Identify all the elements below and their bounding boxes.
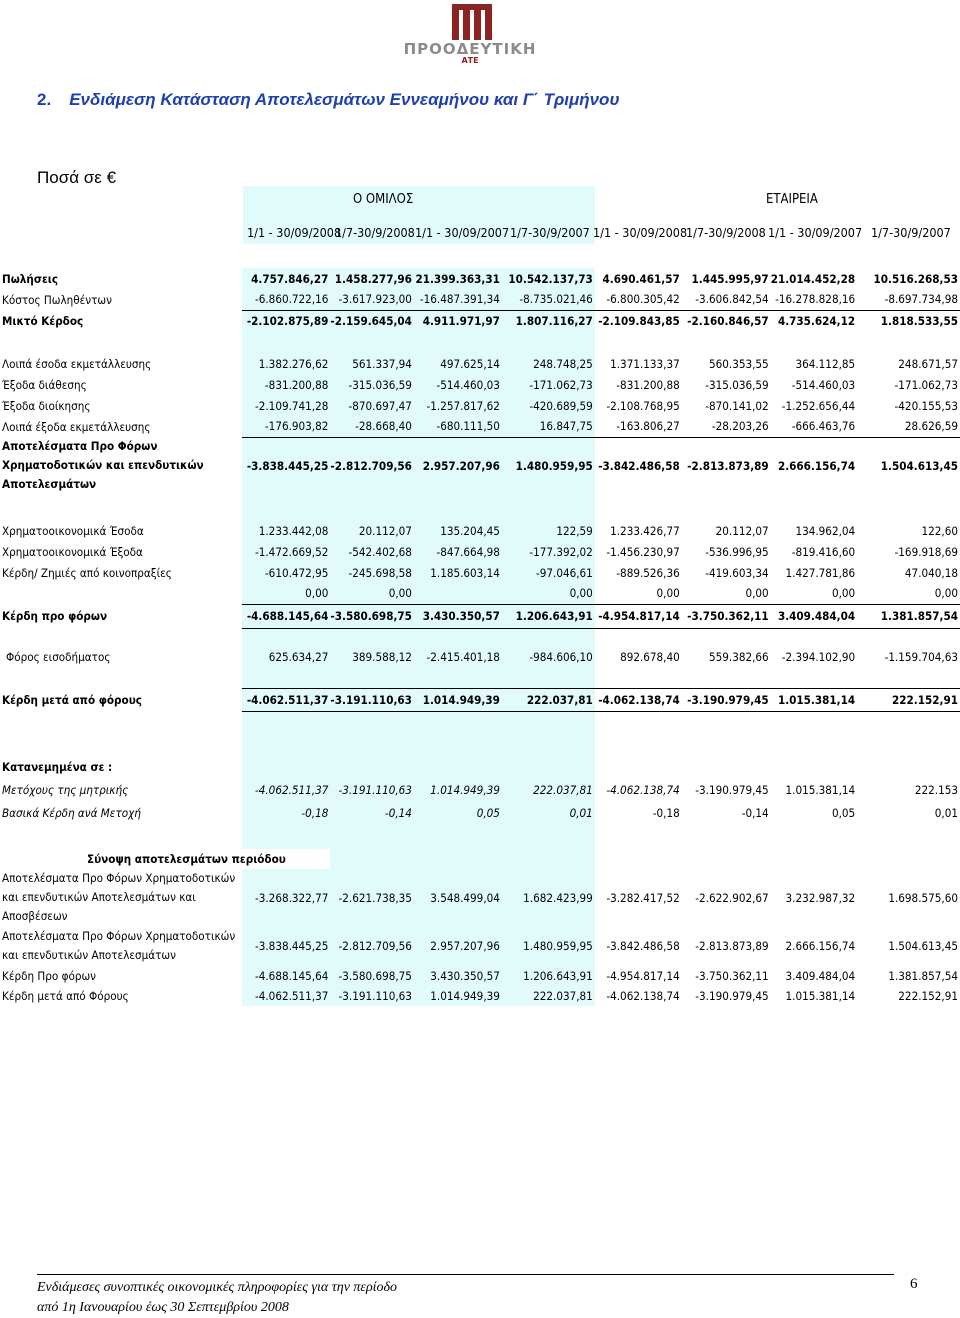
row-label: Αποτελέσματα Προ Φόρων Χρηματοδοτικών και επενδυτικών Αποτελεσμάτων και Αποσβέσεων xyxy=(2,871,236,923)
table-row xyxy=(0,310,960,331)
cell-value: -16.278.828,16 xyxy=(775,292,856,307)
cell-value: -3.750.362,11 xyxy=(695,969,769,983)
cell-value: 0,00 xyxy=(934,586,958,601)
company-logo xyxy=(370,4,570,66)
cell-value: 248.748,25 xyxy=(502,353,595,374)
cell-value: -4.062.511,37 xyxy=(242,778,330,801)
cell-value: 135.204,45 xyxy=(414,521,502,541)
cell-value: 1.233.442,08 xyxy=(242,521,330,541)
table-row xyxy=(0,688,960,711)
cell-value: -4.062.138,74 xyxy=(595,688,682,711)
cell-value: -6.800.305,42 xyxy=(606,292,680,307)
table-row xyxy=(0,583,960,604)
cell-value: 10.542.137,73 xyxy=(502,268,595,289)
cell-value: 20.112,07 xyxy=(330,521,414,541)
cell-value: -2.812.709,56 xyxy=(330,437,414,494)
cell-value: -2.108.768,95 xyxy=(606,398,680,413)
cell-value: 4.735.624,12 xyxy=(771,310,857,331)
cell-value: 1.818.533,55 xyxy=(857,310,960,331)
cell-value: 2.957.207,96 xyxy=(414,926,502,966)
cell-value: 3.548.499,04 xyxy=(414,869,502,926)
cell-value: -847.664,98 xyxy=(414,541,502,562)
cell-value: -171.062,73 xyxy=(894,377,958,392)
cell-value: -419.603,34 xyxy=(705,565,769,580)
cell-value: 222.037,81 xyxy=(502,986,595,1006)
amounts-label: Ποσά σε € xyxy=(37,168,117,187)
cell-value: -4.954.817,14 xyxy=(606,969,680,983)
table-row xyxy=(0,374,960,395)
table-row xyxy=(0,268,960,289)
cell-value: -8.735.021,46 xyxy=(502,289,595,310)
cell-value: 1.185.603,14 xyxy=(414,562,502,583)
row-label: Έξοδα διοίκησης xyxy=(2,398,91,413)
cell-value: -177.392,02 xyxy=(502,541,595,562)
row-label: Φόρος εισοδήματος xyxy=(6,650,111,664)
cell-value: -514.460,03 xyxy=(791,377,856,392)
cell-value xyxy=(414,583,502,604)
table-row xyxy=(0,604,960,628)
cell-value: 0,00 xyxy=(831,586,856,601)
cell-value: -2.813.873,89 xyxy=(695,939,769,953)
table-row xyxy=(0,755,960,778)
row-label: Κέρδη μετά από Φόρους xyxy=(2,989,129,1003)
cell-value: -3.842.486,58 xyxy=(606,939,680,953)
cell-value: 222.037,81 xyxy=(502,778,595,801)
cell-value: 1.233.426,77 xyxy=(610,524,680,538)
cell-value: 2.957.207,96 xyxy=(414,437,502,494)
cell-value: 1.015.381,14 xyxy=(785,989,856,1003)
cell-value: -420.155,53 xyxy=(894,398,958,413)
row-label: Κέρδη/ Ζημιές από κοινοπραξίες xyxy=(2,565,172,580)
cell-value: -8.697.734,98 xyxy=(884,292,958,307)
cell-value: 4.911.971,97 xyxy=(414,310,502,331)
column-header: 1/7-30/9/2008 xyxy=(335,225,415,240)
column-header: 1/1 - 30/09/2008 xyxy=(593,225,688,240)
cell-value: 497.625,14 xyxy=(414,353,502,374)
cell-value: -3.580.698,75 xyxy=(330,966,414,986)
row-label: Έξοδα διάθεσης xyxy=(2,377,87,392)
cell-value: -97.046,61 xyxy=(502,562,595,583)
income-statement-table xyxy=(0,268,960,1006)
cell-value: -1.252.656,44 xyxy=(781,398,856,413)
cell-value: 3.409.484,04 xyxy=(771,604,857,628)
cell-value: 122,60 xyxy=(921,524,958,538)
cell-value: 1.807.116,27 xyxy=(502,310,595,331)
row-label: Βασικά Κέρδη ανά Μετοχή xyxy=(2,805,141,820)
table-row xyxy=(0,926,960,966)
column-header: 1/1 - 30/09/2008 xyxy=(247,225,342,240)
row-label: Πωλήσεις xyxy=(2,271,59,286)
table-row xyxy=(0,562,960,583)
row-label: Αποτελέσματα Προ Φόρων Χρηματοδοτικών και επενδυτικών Αποτελεσμάτων xyxy=(2,439,204,491)
cell-value: 1.480.959,95 xyxy=(502,437,595,494)
page-number: 6 xyxy=(910,1276,918,1292)
cell-value: -28.203,26 xyxy=(711,419,769,434)
cell-value: 28.626,59 xyxy=(904,419,958,434)
cell-value: -3.838.445,25 xyxy=(242,437,330,494)
cell-value: -16.487.391,34 xyxy=(414,289,502,310)
cell-value: -2.813.873,89 xyxy=(682,437,771,494)
table-row xyxy=(0,289,960,310)
cell-value: -4.062.511,37 xyxy=(242,986,330,1006)
column-header: 1/7-30/9/2007 xyxy=(871,225,951,240)
cell-value: -3.838.445,25 xyxy=(242,926,330,966)
cell-value: 248.671,57 xyxy=(898,356,958,371)
row-label: Μικτό Κέρδος xyxy=(2,313,84,328)
cell-value: 1.682.423,99 xyxy=(502,869,595,926)
table-row xyxy=(0,541,960,562)
cell-value: 222.037,81 xyxy=(502,688,595,711)
cell-value: -28.668,40 xyxy=(330,416,414,437)
cell-value: 3.409.484,04 xyxy=(785,969,856,983)
table-row xyxy=(0,353,960,374)
cell-value: -889.526,36 xyxy=(616,565,680,580)
table-row xyxy=(0,521,960,541)
title-text: Ενδιάμεση Κατάσταση Αποτελεσμάτων Εννεαμήνου και Γ΄ Τριμήνου xyxy=(69,90,620,109)
logo-sub: ΑΤΕ xyxy=(461,56,479,65)
cell-value: 1.014.949,39 xyxy=(414,778,502,801)
cell-value: -0,18 xyxy=(652,805,680,820)
cell-value: -3.191.110,63 xyxy=(330,688,414,711)
cell-value: 3.430.350,57 xyxy=(414,604,502,628)
column-header: 1/7-30/9/2007 xyxy=(510,225,590,240)
column-header: 1/1 - 30/09/2007 xyxy=(768,225,863,240)
company-header: ΕΤΑΙΡΕΙΑ xyxy=(766,192,818,207)
row-label: Κατανεμημένα σε : xyxy=(2,759,113,774)
cell-value: 1.698.575,60 xyxy=(888,890,958,905)
cell-value: 0,00 xyxy=(242,583,330,604)
cell-value: -4.688.145,64 xyxy=(242,604,330,628)
row-label: Λοιπά έσοδα εκμετάλλευσης xyxy=(2,356,152,371)
footer-line-1: Ενδιάμεσες συνοπτικές οικονομικές πληροφορίες για την περίοδο xyxy=(37,1280,398,1295)
row-label: Λοιπά έξοδα εκμετάλλευσης xyxy=(2,419,151,434)
summary-title: Σύνοψη αποτελεσμάτων περιόδου xyxy=(87,852,286,866)
cell-value: -984.606,10 xyxy=(502,646,595,668)
cell-value: 0,00 xyxy=(330,583,414,604)
row-label: Χρηματοοικονομικά Έξοδα xyxy=(2,544,143,559)
cell-value: 1.381.857,54 xyxy=(888,969,958,983)
cell-value: -2.102.875,89 xyxy=(242,310,330,331)
cell-value: 20.112,07 xyxy=(715,524,769,538)
cell-value: -420.689,59 xyxy=(502,395,595,416)
cell-value: -4.688.145,64 xyxy=(242,966,330,986)
table-row xyxy=(0,778,960,801)
cell-value: 0,01 xyxy=(934,805,958,820)
cell-value: -3.580.698,75 xyxy=(330,604,414,628)
cell-value: -1.159.704,63 xyxy=(884,650,958,664)
cell-value: -3.750.362,11 xyxy=(682,604,771,628)
cell-value: 1.504.613,45 xyxy=(888,939,958,953)
cell-value: 1.206.643,91 xyxy=(502,604,595,628)
cell-value: 222.152,91 xyxy=(898,989,958,1003)
cell-value: 0,05 xyxy=(831,805,856,820)
cell-value: 1.206.643,91 xyxy=(502,966,595,986)
group-header: Ο ΟΜΙΛΟΣ xyxy=(353,192,414,207)
cell-value: 2.666.156,74 xyxy=(785,939,856,953)
cell-value: 3.232.987,32 xyxy=(785,890,856,905)
cell-value: -3.606.842,54 xyxy=(695,292,769,307)
table-row xyxy=(0,437,960,494)
cell-value: 561.337,94 xyxy=(330,353,414,374)
column-header: 1/7-30/9/2008 xyxy=(686,225,766,240)
cell-value: -2.159.645,04 xyxy=(330,310,414,331)
cell-value: 364.112,85 xyxy=(795,356,856,371)
row-label: Κέρδη προ φόρων xyxy=(2,609,108,623)
row-label xyxy=(0,583,242,604)
cell-value: -1.257.817,62 xyxy=(414,395,502,416)
cell-value: 1.015.381,14 xyxy=(771,688,857,711)
cell-value: 1.015.381,14 xyxy=(785,782,856,797)
cell-value: 3.430.350,57 xyxy=(414,966,502,986)
footer-line-2: από 1η Ιανουαρίου έως 30 Σεπτεμβρίου 2008 xyxy=(37,1300,289,1315)
title-number: 2. xyxy=(37,90,52,109)
cell-value: -0,14 xyxy=(741,805,769,820)
cell-value: -0,18 xyxy=(242,801,330,824)
cell-value: -3.268.322,77 xyxy=(242,869,330,926)
cell-value: -3.190.979,45 xyxy=(695,782,769,797)
cell-value: 625.634,27 xyxy=(242,646,330,668)
cell-value: 122,59 xyxy=(502,521,595,541)
row-label: Κέρδη μετά από φόρους xyxy=(2,692,142,707)
page-title xyxy=(37,90,620,110)
table-row xyxy=(0,966,960,986)
cell-value: 2.666.156,74 xyxy=(771,437,857,494)
cell-value: -542.402,68 xyxy=(330,541,414,562)
cell-value: 134.962,04 xyxy=(795,524,856,538)
table-row xyxy=(0,869,960,926)
cell-value: 4.757.846,27 xyxy=(242,268,330,289)
cell-value: 1.014.949,39 xyxy=(414,688,502,711)
cell-value: -2.812.709,56 xyxy=(330,926,414,966)
cell-value: -2.415.401,18 xyxy=(414,646,502,668)
cell-value: -163.806,27 xyxy=(616,419,680,434)
cell-value: 0,05 xyxy=(414,801,502,824)
cell-value: -176.903,82 xyxy=(242,416,330,437)
logo-mark-icon xyxy=(452,4,492,40)
cell-value: -2.622.902,67 xyxy=(695,890,769,905)
cell-value: 559.382,66 xyxy=(708,650,769,664)
footer-divider xyxy=(37,1274,894,1275)
cell-value: 0,00 xyxy=(745,586,769,601)
table-row xyxy=(0,416,960,437)
cell-value: -2.394.102,90 xyxy=(781,650,856,664)
cell-value: 47.040,18 xyxy=(904,565,958,580)
table-row xyxy=(0,395,960,416)
row-label: Αποτελέσματα Προ Φόρων Χρηματοδοτικών και επενδυτικών Αποτελεσμάτων xyxy=(2,929,236,962)
cell-value: -4.062.138,74 xyxy=(606,989,680,1003)
cell-value: -2.109.843,85 xyxy=(595,310,682,331)
cell-value: -536.996,95 xyxy=(705,544,769,559)
cell-value: -3.617.923,00 xyxy=(330,289,414,310)
cell-value: -610.472,95 xyxy=(242,562,330,583)
cell-value: -831.200,88 xyxy=(616,377,680,392)
cell-value: -6.860.722,16 xyxy=(242,289,330,310)
table-row xyxy=(0,801,960,824)
cell-value: 892.678,40 xyxy=(620,650,680,664)
cell-value: -315.036,59 xyxy=(705,377,769,392)
cell-value: 560.353,55 xyxy=(708,356,769,371)
cell-value: -680.111,50 xyxy=(414,416,502,437)
cell-value: -514.460,03 xyxy=(414,374,502,395)
cell-value: -3.191.110,63 xyxy=(330,986,414,1006)
cell-value: 1.458.277,96 xyxy=(330,268,414,289)
cell-value: -3.190.979,45 xyxy=(682,688,771,711)
cell-value: 389.588,12 xyxy=(330,646,414,668)
row-label: Χρηματοοικονομικά Έσοδα xyxy=(2,524,144,538)
cell-value: 1.480.959,95 xyxy=(502,926,595,966)
cell-value: 21.399.363,31 xyxy=(414,268,502,289)
cell-value: -870.697,47 xyxy=(330,395,414,416)
cell-value: 1.014.949,39 xyxy=(414,986,502,1006)
cell-value: -2.109.741,28 xyxy=(242,395,330,416)
cell-value: 1.427.781,86 xyxy=(785,565,856,580)
column-header: 1/1 - 30/09/2007 xyxy=(415,225,510,240)
cell-value: 1.371.133,37 xyxy=(610,356,680,371)
cell-value: -245.698,58 xyxy=(330,562,414,583)
cell-value: -3.282.417,52 xyxy=(606,890,680,905)
row-label: Κόστος Πωληθέντων xyxy=(2,292,112,307)
cell-value: -831.200,88 xyxy=(242,374,330,395)
cell-value: -169.918,69 xyxy=(894,544,958,559)
row-label: Κέρδη Προ φόρων xyxy=(2,969,97,983)
cell-value: -0,14 xyxy=(330,801,414,824)
cell-value: 1.445.995,97 xyxy=(691,271,769,286)
cell-value: -4.954.817,14 xyxy=(595,604,682,628)
footer-note xyxy=(37,1278,397,1318)
cell-value: -1.456.230,97 xyxy=(606,544,680,559)
cell-value: -3.190.979,45 xyxy=(695,989,769,1003)
cell-value: -2.621.738,35 xyxy=(330,869,414,926)
cell-value: 0,01 xyxy=(502,801,595,824)
cell-value: -3.191.110,63 xyxy=(330,778,414,801)
cell-value: -870.141,02 xyxy=(705,398,769,413)
cell-value: 1.504.613,45 xyxy=(857,437,960,494)
table-row xyxy=(0,646,960,668)
cell-value: -315.036,59 xyxy=(330,374,414,395)
cell-value: 4.690.461,57 xyxy=(602,271,680,286)
cell-value: -1.472.669,52 xyxy=(242,541,330,562)
cell-value: 0,00 xyxy=(656,586,680,601)
table-row xyxy=(0,849,960,869)
cell-value: -171.062,73 xyxy=(502,374,595,395)
cell-value: 10.516.268,53 xyxy=(873,271,958,286)
cell-value: -819.416,60 xyxy=(791,544,856,559)
cell-value: 222.152,91 xyxy=(857,688,960,711)
table-row xyxy=(0,986,960,1006)
cell-value: -666.463,76 xyxy=(791,419,856,434)
cell-value: 222.153 xyxy=(914,782,958,797)
cell-value: -3.842.486,58 xyxy=(595,437,682,494)
cell-value: -2.160.846,57 xyxy=(682,310,771,331)
cell-value: 21.014.452,28 xyxy=(770,271,856,286)
cell-value: 1.382.276,62 xyxy=(242,353,330,374)
row-label: Μετόχους της μητρικής xyxy=(2,782,129,797)
logo-name: ΠΡΟΟΔΕΥΤΙΚΗ xyxy=(403,40,537,58)
cell-value: 0,00 xyxy=(502,583,595,604)
cell-value: -4.062.511,37 xyxy=(242,688,330,711)
cell-value: -4.062.138,74 xyxy=(606,782,680,797)
cell-value: 1.381.857,54 xyxy=(857,604,960,628)
cell-value: 16.847,75 xyxy=(502,416,595,437)
